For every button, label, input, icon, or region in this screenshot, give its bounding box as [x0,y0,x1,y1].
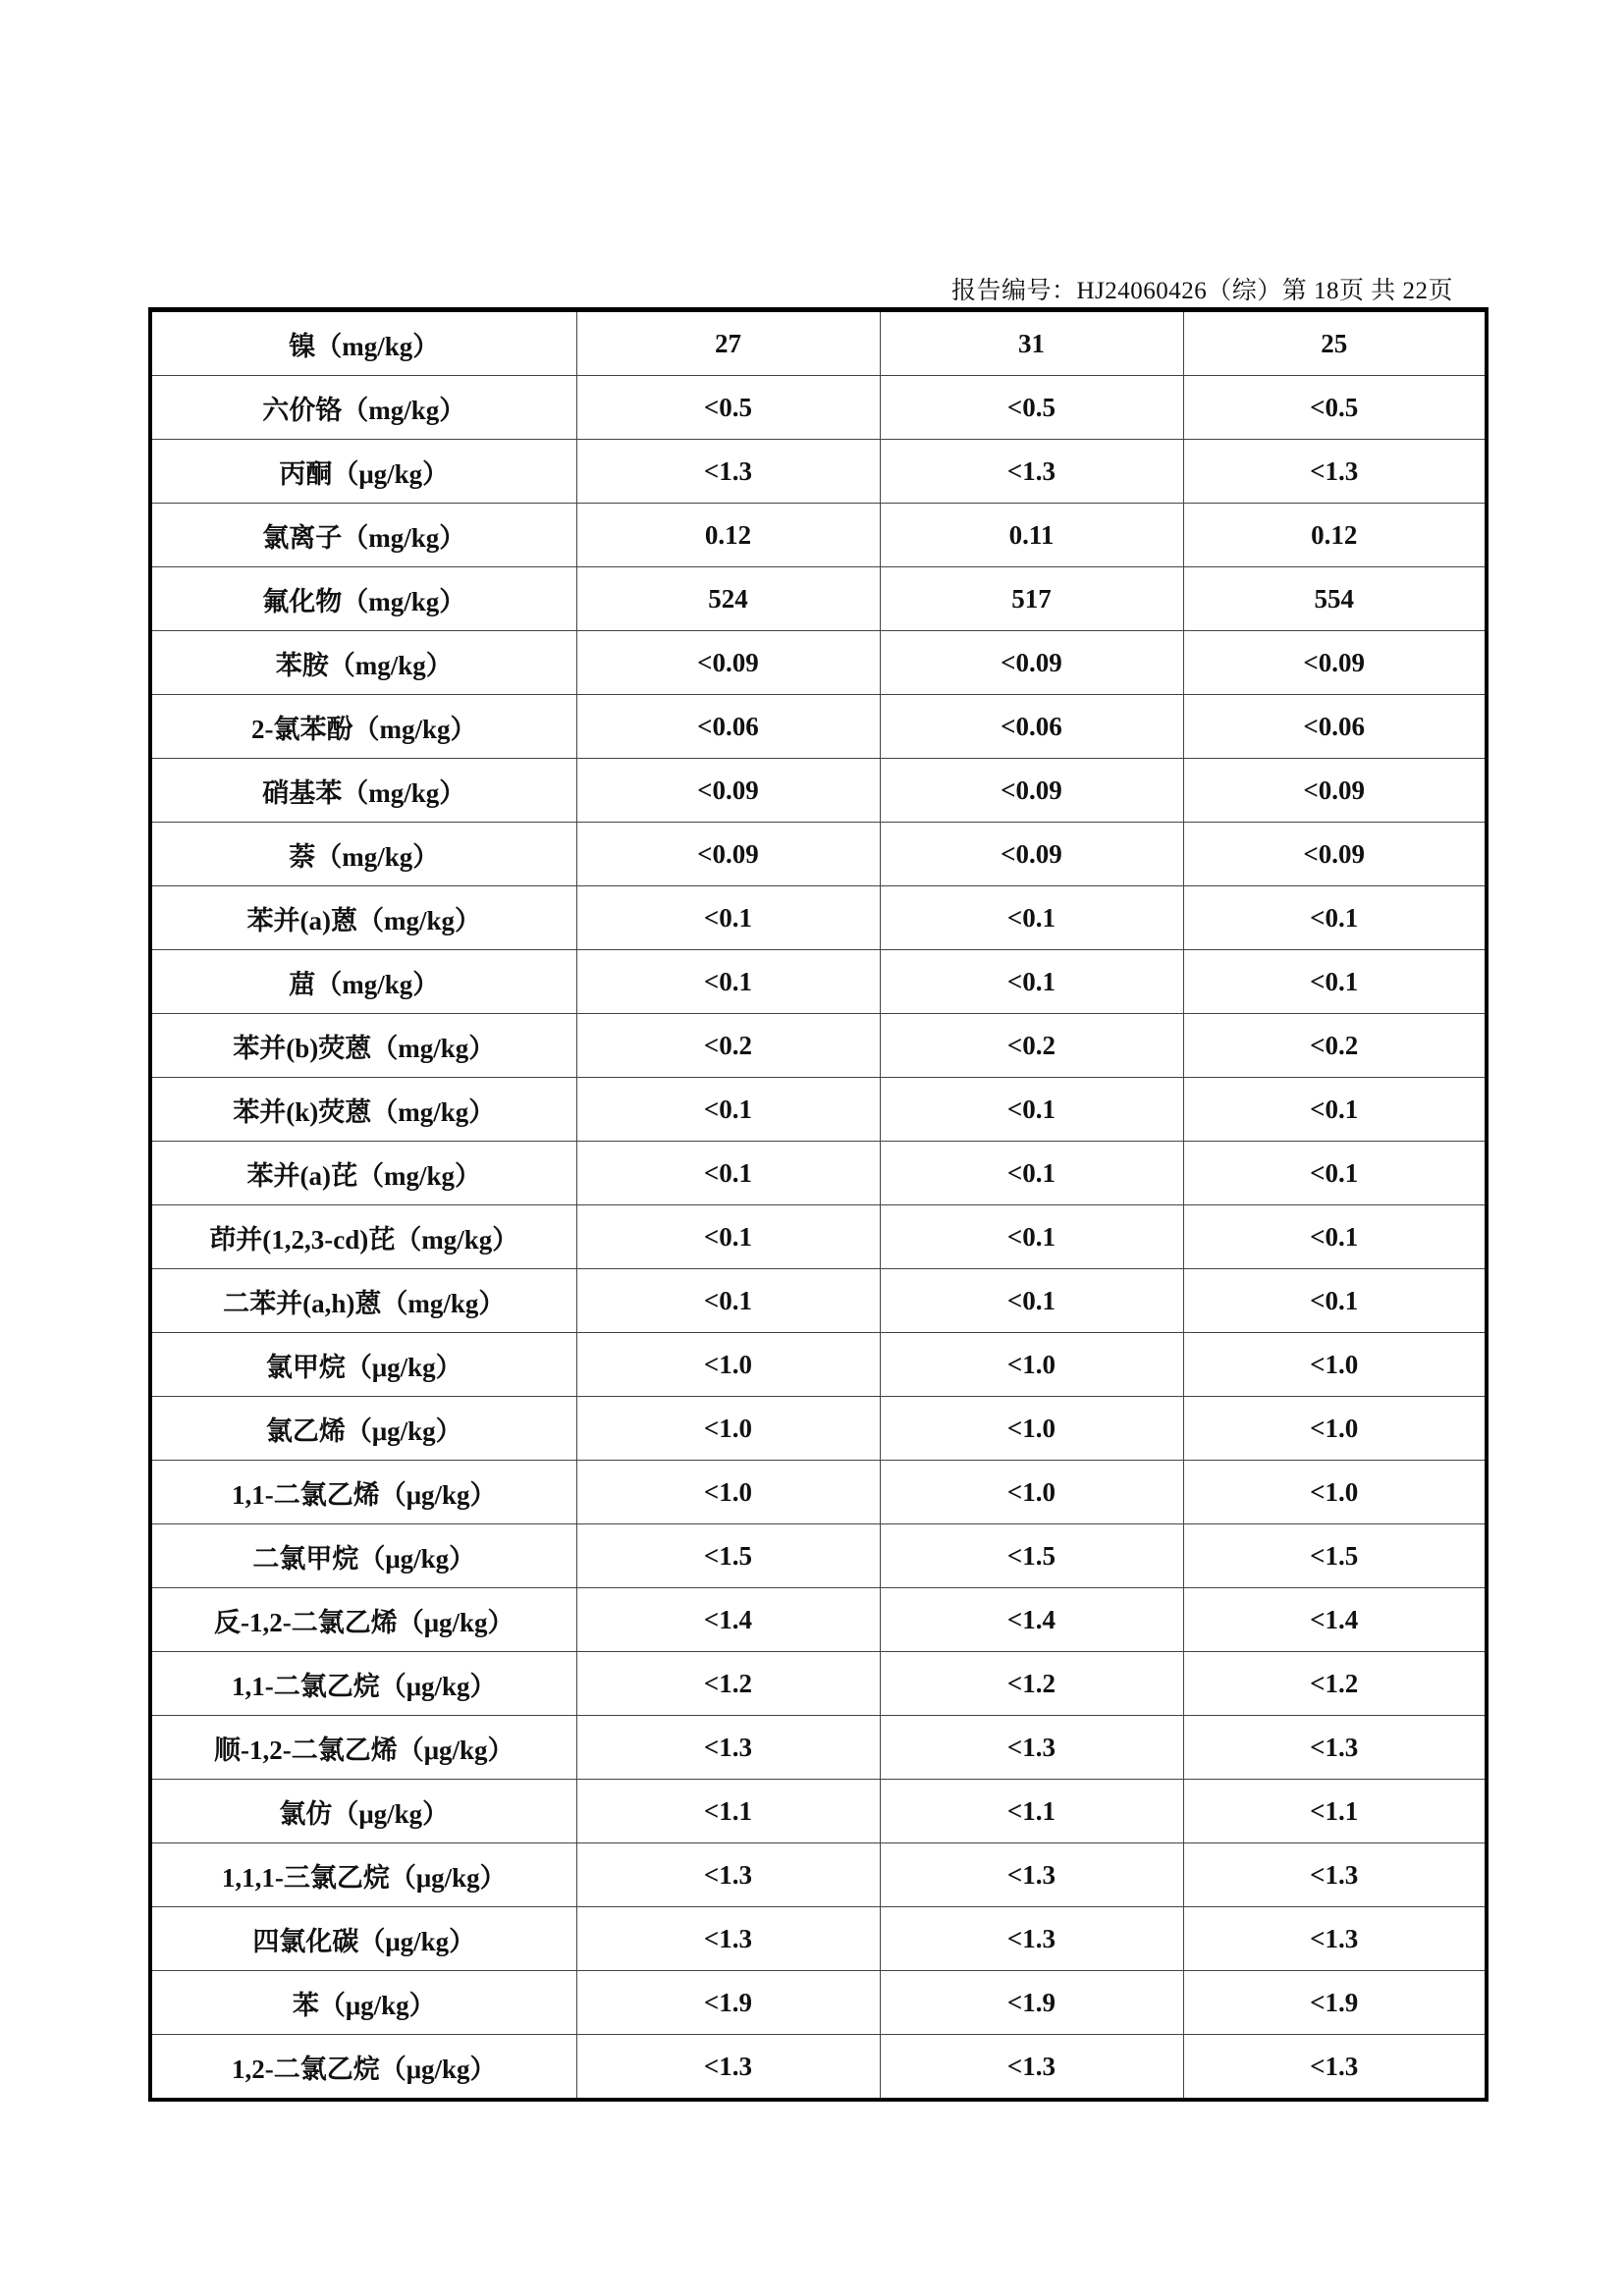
sample-1-value-cell: <0.1 [576,1205,880,1269]
table-row [150,1716,1487,1780]
sample-1-value-cell: <1.0 [576,1397,880,1461]
table-row [150,440,1487,504]
sample-2-value-cell: <0.5 [880,376,1183,440]
table-row [150,1078,1487,1142]
item-name-cell: 六价铬（mg/kg） [150,376,576,440]
item-name-cell: 苯胺（mg/kg） [150,631,576,695]
sample-2-value-cell: <0.1 [880,1205,1183,1269]
sample-3-value-cell: <0.1 [1183,1205,1487,1269]
item-name-cell: 镍（mg/kg） [150,310,576,376]
sample-2-value-cell: <0.1 [880,1269,1183,1333]
sample-2-value-cell: <0.06 [880,695,1183,759]
table-row [150,1907,1487,1971]
sample-2-value-cell: <0.09 [880,631,1183,695]
sample-3-value-cell: <1.3 [1183,1907,1487,1971]
sample-2-value-cell: <1.0 [880,1461,1183,1524]
sample-3-value-cell: <1.4 [1183,1588,1487,1652]
sample-3-value-cell: <1.3 [1183,440,1487,504]
sample-1-value-cell: <0.1 [576,1142,880,1205]
item-name-cell: 二苯并(a,h)蒽（mg/kg） [150,1269,576,1333]
sample-1-value-cell: <0.06 [576,695,880,759]
sample-1-value-cell: <1.1 [576,1780,880,1843]
item-name-cell: 1,2-二氯乙烷（μg/kg） [150,2035,576,2101]
sample-1-value-cell: <0.1 [576,1078,880,1142]
sample-1-value-cell: <1.9 [576,1971,880,2035]
sample-2-value-cell: <1.3 [880,1907,1183,1971]
sample-3-value-cell: <1.5 [1183,1524,1487,1588]
item-name-cell: 苯并(a)芘（mg/kg） [150,1142,576,1205]
item-name-cell: 1,1-二氯乙烯（μg/kg） [150,1461,576,1524]
sample-2-value-cell: 0.11 [880,504,1183,567]
sample-1-value-cell: <1.3 [576,2035,880,2101]
report-number-header: 报告编号：HJ24060426（综）第 18页 共 22页 [950,278,1453,304]
sample-3-value-cell: <0.1 [1183,1142,1487,1205]
table-row [150,1588,1487,1652]
table-row [150,1333,1487,1397]
sample-2-value-cell: <1.9 [880,1971,1183,2035]
sample-1-value-cell: <1.3 [576,440,880,504]
sample-1-value-cell: <1.4 [576,1588,880,1652]
sample-1-value-cell: <0.09 [576,823,880,886]
table-row [150,2035,1487,2101]
table-row [150,823,1487,886]
table-row [150,310,1487,376]
sample-1-value-cell: <0.09 [576,631,880,695]
sample-1-value-cell: <0.1 [576,1269,880,1333]
sample-3-value-cell: <1.9 [1183,1971,1487,2035]
sample-2-value-cell: 517 [880,567,1183,631]
sample-3-value-cell: <1.3 [1183,2035,1487,2101]
sample-3-value-cell: <1.0 [1183,1397,1487,1461]
sample-1-value-cell: <1.3 [576,1843,880,1907]
table-row [150,631,1487,695]
item-name-cell: 丙酮（μg/kg） [150,440,576,504]
item-name-cell: 氟化物（mg/kg） [150,567,576,631]
sample-3-value-cell: <1.0 [1183,1333,1487,1397]
table-row [150,1269,1487,1333]
sample-3-value-cell: <0.1 [1183,950,1487,1014]
sample-3-value-cell: <1.2 [1183,1652,1487,1716]
sample-1-value-cell: <0.2 [576,1014,880,1078]
table-row [150,1461,1487,1524]
sample-2-value-cell: <0.09 [880,759,1183,823]
sample-2-value-cell: <1.3 [880,2035,1183,2101]
results-table [148,307,1489,2102]
table-row [150,1652,1487,1716]
item-name-cell: 苯（μg/kg） [150,1971,576,2035]
sample-2-value-cell: <0.09 [880,823,1183,886]
sample-2-value-cell: 31 [880,310,1183,376]
table-row [150,950,1487,1014]
sample-3-value-cell: <0.09 [1183,759,1487,823]
table-row [150,886,1487,950]
sample-2-value-cell: <0.1 [880,1078,1183,1142]
item-name-cell: 氯离子（mg/kg） [150,504,576,567]
table-row [150,1142,1487,1205]
sample-2-value-cell: <0.1 [880,1142,1183,1205]
table-row [150,504,1487,567]
sample-3-value-cell: <0.1 [1183,1269,1487,1333]
item-name-cell: 硝基苯（mg/kg） [150,759,576,823]
table-row [150,1205,1487,1269]
sample-3-value-cell: 554 [1183,567,1487,631]
item-name-cell: 氯乙烯（μg/kg） [150,1397,576,1461]
item-name-cell: 1,1,1-三氯乙烷（μg/kg） [150,1843,576,1907]
item-name-cell: 反-1,2-二氯乙烯（μg/kg） [150,1588,576,1652]
table-row [150,1971,1487,2035]
sample-1-value-cell: <0.1 [576,950,880,1014]
sample-2-value-cell: <1.0 [880,1397,1183,1461]
sample-1-value-cell: <1.3 [576,1716,880,1780]
table-row [150,1780,1487,1843]
sample-2-value-cell: <1.3 [880,1843,1183,1907]
item-name-cell: 1,1-二氯乙烷（μg/kg） [150,1652,576,1716]
item-name-cell: 二氯甲烷（μg/kg） [150,1524,576,1588]
sample-1-value-cell: <0.09 [576,759,880,823]
sample-1-value-cell: <1.0 [576,1461,880,1524]
sample-1-value-cell: 27 [576,310,880,376]
item-name-cell: 䓛（mg/kg） [150,950,576,1014]
sample-3-value-cell: <0.1 [1183,1078,1487,1142]
item-name-cell: 苯并(b)荧蒽（mg/kg） [150,1014,576,1078]
sample-3-value-cell: <1.1 [1183,1780,1487,1843]
sample-3-value-cell: <0.2 [1183,1014,1487,1078]
sample-1-value-cell: <1.5 [576,1524,880,1588]
item-name-cell: 萘（mg/kg） [150,823,576,886]
item-name-cell: 顺-1,2-二氯乙烯（μg/kg） [150,1716,576,1780]
sample-1-value-cell: 0.12 [576,504,880,567]
sample-3-value-cell: <0.1 [1183,886,1487,950]
sample-3-value-cell: 0.12 [1183,504,1487,567]
sample-2-value-cell: <1.3 [880,1716,1183,1780]
item-name-cell: 苯并(k)荧蒽（mg/kg） [150,1078,576,1142]
sample-1-value-cell: 524 [576,567,880,631]
sample-2-value-cell: <0.2 [880,1014,1183,1078]
sample-2-value-cell: <1.2 [880,1652,1183,1716]
sample-1-value-cell: <0.5 [576,376,880,440]
table-row [150,1397,1487,1461]
sample-3-value-cell: <1.0 [1183,1461,1487,1524]
sample-2-value-cell: <1.3 [880,440,1183,504]
table-row [150,1843,1487,1907]
table-row [150,1014,1487,1078]
sample-2-value-cell: <1.5 [880,1524,1183,1588]
sample-1-value-cell: <1.0 [576,1333,880,1397]
item-name-cell: 氯甲烷（μg/kg） [150,1333,576,1397]
sample-3-value-cell: <0.09 [1183,823,1487,886]
sample-3-value-cell: <1.3 [1183,1716,1487,1780]
sample-2-value-cell: <1.4 [880,1588,1183,1652]
sample-2-value-cell: <0.1 [880,886,1183,950]
table-row [150,1524,1487,1588]
results-table-body [150,310,1487,2101]
item-name-cell: 四氯化碳（μg/kg） [150,1907,576,1971]
sample-2-value-cell: <1.1 [880,1780,1183,1843]
sample-2-value-cell: <1.0 [880,1333,1183,1397]
sample-3-value-cell: <0.5 [1183,376,1487,440]
sample-3-value-cell: <0.09 [1183,631,1487,695]
sample-1-value-cell: <1.2 [576,1652,880,1716]
sample-3-value-cell: <0.06 [1183,695,1487,759]
table-row [150,695,1487,759]
sample-3-value-cell: 25 [1183,310,1487,376]
sample-1-value-cell: <0.1 [576,886,880,950]
item-name-cell: 苯并(a)蒽（mg/kg） [150,886,576,950]
sample-1-value-cell: <1.3 [576,1907,880,1971]
sample-3-value-cell: <1.3 [1183,1843,1487,1907]
sample-2-value-cell: <0.1 [880,950,1183,1014]
table-row [150,567,1487,631]
item-name-cell: 茚并(1,2,3-cd)芘（mg/kg） [150,1205,576,1269]
table-row [150,376,1487,440]
table-row [150,759,1487,823]
item-name-cell: 氯仿（μg/kg） [150,1780,576,1843]
item-name-cell: 2-氯苯酚（mg/kg） [150,695,576,759]
